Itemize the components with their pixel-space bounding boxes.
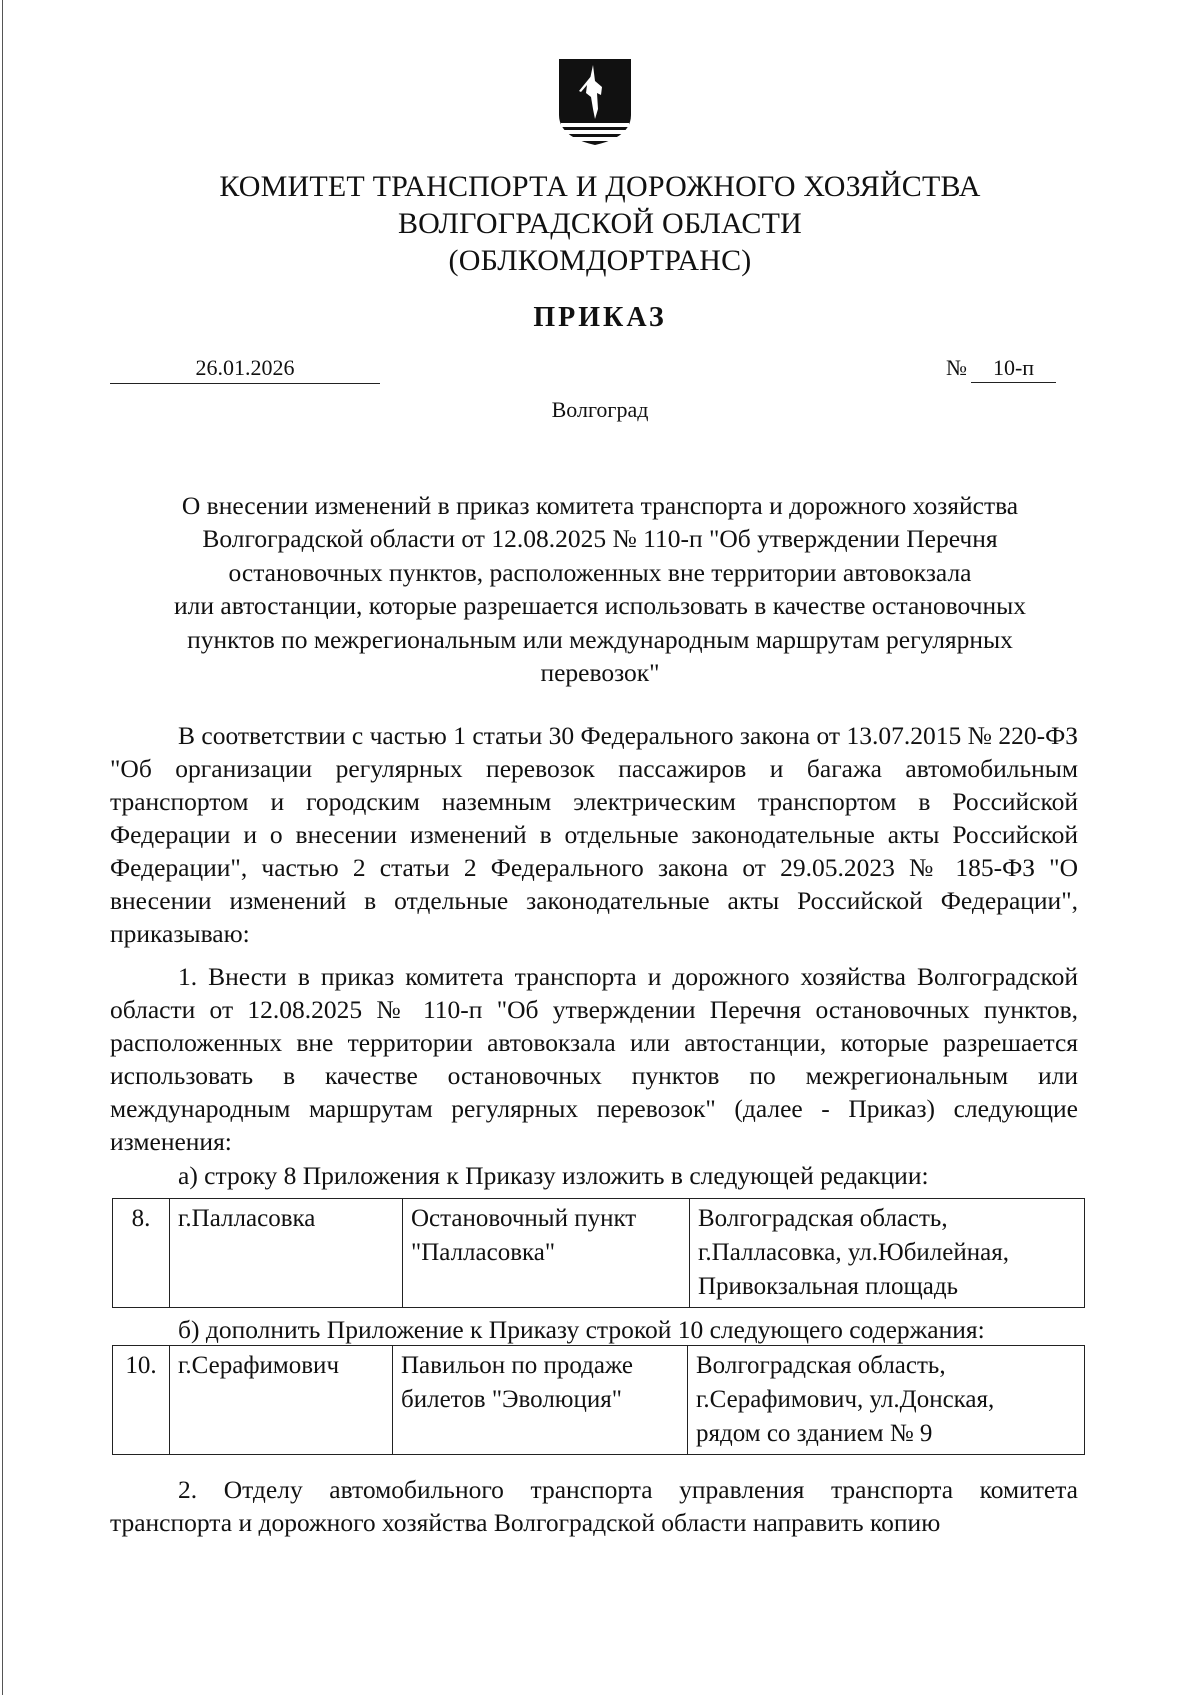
- stop-name-cell: [403, 1199, 690, 1308]
- org-title-line-2: ВОЛГОГРАДСКОЙ ОБЛАСТИ: [397, 207, 803, 240]
- stop-name-cell: [393, 1346, 688, 1455]
- subject-line-5: пунктов по межрегиональным или международным маршрутам регулярных: [187, 624, 1013, 654]
- city-cell: г.Серафимович: [170, 1346, 393, 1455]
- stop-name-line-1: Павильон по продаже: [401, 1352, 633, 1379]
- order-date: 26.01.2026: [110, 354, 380, 384]
- volgograd-coat-of-arms-icon: [557, 57, 633, 149]
- subitem-b: б) дополнить Приложение к Приказу строкой 10 следующего содержания:: [178, 1315, 985, 1344]
- address-cell: [688, 1346, 1085, 1455]
- amendment-table-row-10: [112, 1345, 1085, 1455]
- document-type-heading: ПРИКАЗ: [533, 302, 667, 333]
- item-1-paragraph: 1. Внести в приказ комитета транспорта и дорожного хозяйства Волгоградской области от 12.08.2025 № 110-п "Об утверждении Перечня остановочных пунктов, расположенных вне территории автовокзала или автостанции, которые разрешается использовать в качестве остановочных пунктов по межрегиональным или международным маршрутам регулярных перевозок" (далее - Приказ) следующие изменения:: [110, 962, 1078, 1156]
- order-number-label: №: [946, 355, 967, 380]
- preamble-paragraph: В соответствии с частью 1 статьи 30 Федерального закона от 13.07.2015 № 220-ФЗ "Об организации регулярных перевозок пассажиров и багажа автомобильным транспортом и городским наземным электрическим транспортом в Российской Федерации и о внесении изменений в отдельные законодательные акты Российской Федерации", частью 2 статьи 2 Федерального закона от 29.05.2023 № 185-ФЗ "О внесении изменений в отдельные законодательные акты Российской Федерации", приказываю:: [110, 721, 1078, 948]
- item-2-paragraph: 2. Отделу автомобильного транспорта управления транспорта комитета транспорта и дорожного хозяйства Волгоградской области направить копию: [110, 1475, 1078, 1537]
- subject-line-4: или автостанции, которые разрешается использовать в качестве остановочных: [173, 591, 1027, 621]
- subject-line-3: остановочных пунктов, расположенных вне территории автовокзала: [228, 557, 972, 587]
- stop-name-line-2: билетов "Эволюция": [401, 1386, 622, 1413]
- address-line-1: Волгоградская область,: [696, 1352, 946, 1379]
- organization-title: [0, 168, 1200, 279]
- order-subject: [118, 489, 1082, 689]
- org-title-line-1: КОМИТЕТ ТРАНСПОРТА И ДОРОЖНОГО ХОЗЯЙСТВА: [219, 170, 981, 203]
- subitem-a: а) строку 8 Приложения к Приказу изложить в следующей редакции:: [178, 1161, 929, 1190]
- address-line-3: рядом со зданием № 9: [696, 1420, 933, 1447]
- stop-name-line-2: "Палласовка": [411, 1239, 556, 1266]
- subject-line-2: Волгоградской области от 12.08.2025 № 110-п "Об утверждении Перечня: [202, 524, 998, 554]
- row-number-cell: 8.: [113, 1199, 170, 1308]
- city-cell: г.Палласовка: [170, 1199, 403, 1308]
- address-line-1: Волгоградская область,: [698, 1205, 948, 1232]
- address-line-3: Привокзальная площадь: [698, 1273, 958, 1300]
- address-line-2: г.Серафимович, ул.Донская,: [696, 1386, 995, 1413]
- stop-name-line-1: Остановочный пункт: [411, 1205, 637, 1232]
- order-place: Волгоград: [551, 397, 649, 422]
- table-row: [113, 1199, 1085, 1308]
- order-number-value: 10-п: [971, 354, 1056, 383]
- org-title-line-3: (ОБЛКОМДОРТРАНС): [448, 244, 752, 277]
- row-number-cell: 10.: [113, 1346, 170, 1455]
- address-cell: [690, 1199, 1085, 1308]
- order-number: [946, 354, 1056, 383]
- subject-line-6: перевозок": [540, 658, 660, 688]
- table-row: [113, 1346, 1085, 1455]
- subject-line-1: О внесении изменений в приказ комитета транспорта и дорожного хозяйства: [181, 491, 1019, 520]
- address-line-2: г.Палласовка, ул.Юбилейная,: [698, 1239, 1009, 1266]
- amendment-table-row-8: [112, 1198, 1085, 1308]
